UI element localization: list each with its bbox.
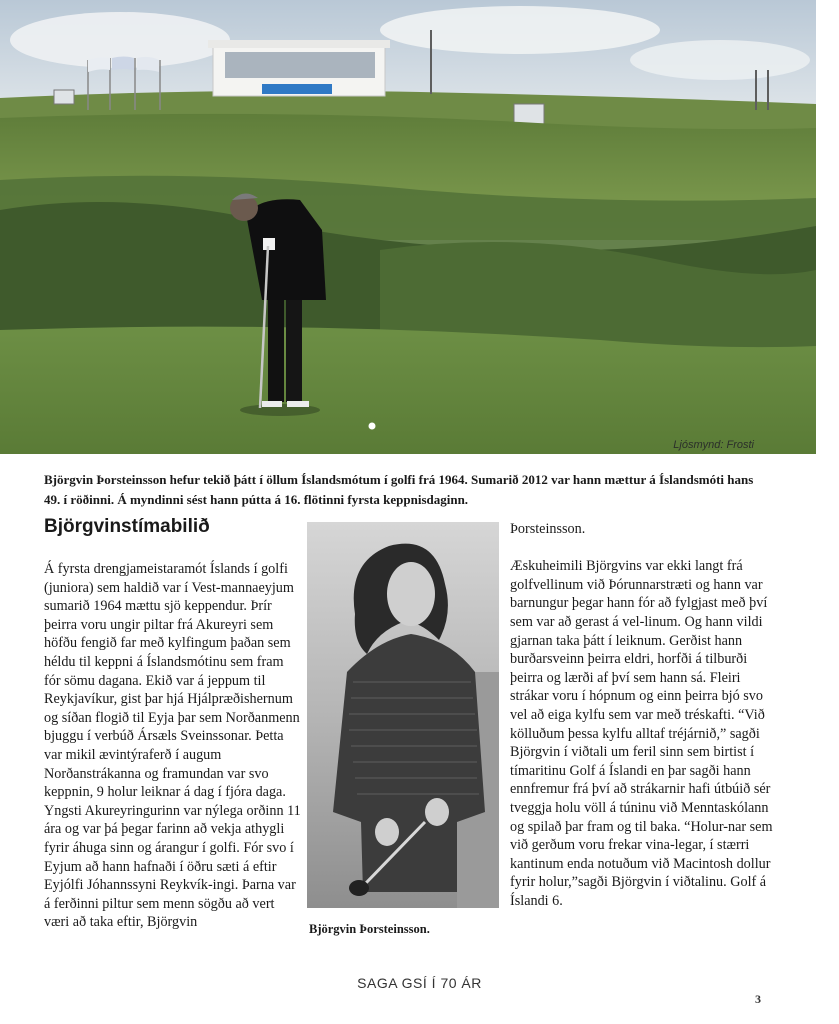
- hero-photo: [0, 0, 816, 454]
- golf-course-illustration: [0, 0, 816, 454]
- left-column: [44, 560, 302, 932]
- article-heading: Björgvinstímabilið: [44, 516, 210, 537]
- portrait-illustration: [307, 522, 499, 908]
- paragraph: Yngsti Akureyringurinn var nýlega orðinn 11 ára og var þá þegar farinn að vekja athygli fyrir áhuga sinn og árangur í golfi. Fór svo í Eyjum að hann hafnaði í öðru sæti á eftir Eyjólfi Jóhannssyni Reykvík-ingi. Þarna var á ferðinni piltur sem menn sögðu að vert væri að taka eftir, Björgvin: [44, 802, 301, 931]
- paragraph: Æskuheimili Björgvins var ekki langt frá golfvellinum við Þórunnarstræti og hann var barnungur þegar hann fór að fylgjast með því sem var að gerast á vel-linum. Og hann vildi gjarnan taka þátt í leiknum. Gerðist hann burðarsveinn þeirra eldri, horfði á tilburði þeirra og lærði af því sem hann sá. Fleiri strákar voru í hópnum og einn þeirra bjó svo vel að eiga kylfu sem var með tréskafti. “Við kölluðum þessa kylfu alltaf tréjárnið,” sagði Björgvin í viðtali um feril sinn sem birtist í tímaritinu Golf á Íslandi en þar sagði hann ennfremur frá því að strákarnir hafi útbúið sér tveggja holu völl á túninu við Menntaskólann og spilað þar fram og til baka. “Holur-nar sem við gerðum voru frekar vina-legar, í stærri kantinum enda notuðum við Macintosh dollur fyrir holur,”sagði Björgvin í viðtalinu. Golf á Íslandi 6.: [510, 558, 773, 909]
- portrait-photo: [307, 522, 499, 908]
- page-number: 3: [755, 992, 761, 1006]
- portrait-caption: Björgvin Þorsteinsson.: [309, 922, 430, 936]
- photo-credit: Ljósmynd: Frosti: [673, 439, 754, 451]
- photo-caption: Björgvin Þorsteinsson hefur tekið þátt í öllum Íslandsmótum í golfi frá 1964. Sumarið 2012 var hann mættur á Íslandsmóti hans 49. í röðinni. Á myndinni sést hann pútta á 16. flötinni fyrsta keppnisdaginn.: [44, 472, 754, 507]
- footer-title: SAGA GSÍ Í 70 ÁR: [357, 975, 482, 991]
- paragraph: Þorsteinsson.: [510, 521, 586, 537]
- paragraph: Á fyrsta drengjameistaramót Íslands í golfi (juniora) sem haldið var í Vest-mannaeyjum sumarið 1964 mættu sjö keppendur. Þrír þeirra voru ungir piltar frá Akureyri sem höfðu fengið far með kylfingum þaðan sem héldu til keppni á Íslandsmótinu sem fram fór sömu dagana. Ekið var á jeppum til Reykjavíkur, gist þar hjá Hjálpræðishernum og síðan flogið til Eyja þar sem Norðanmenn bjuggu í verbúð Ársæls Sveinssonar. Þetta var mikil ævintýraferð í augum Norðanstrákanna og framundan var svo keppnin, 9 holur leiknar á dag í fjóra daga.: [44, 561, 300, 801]
- right-column: [510, 520, 782, 910]
